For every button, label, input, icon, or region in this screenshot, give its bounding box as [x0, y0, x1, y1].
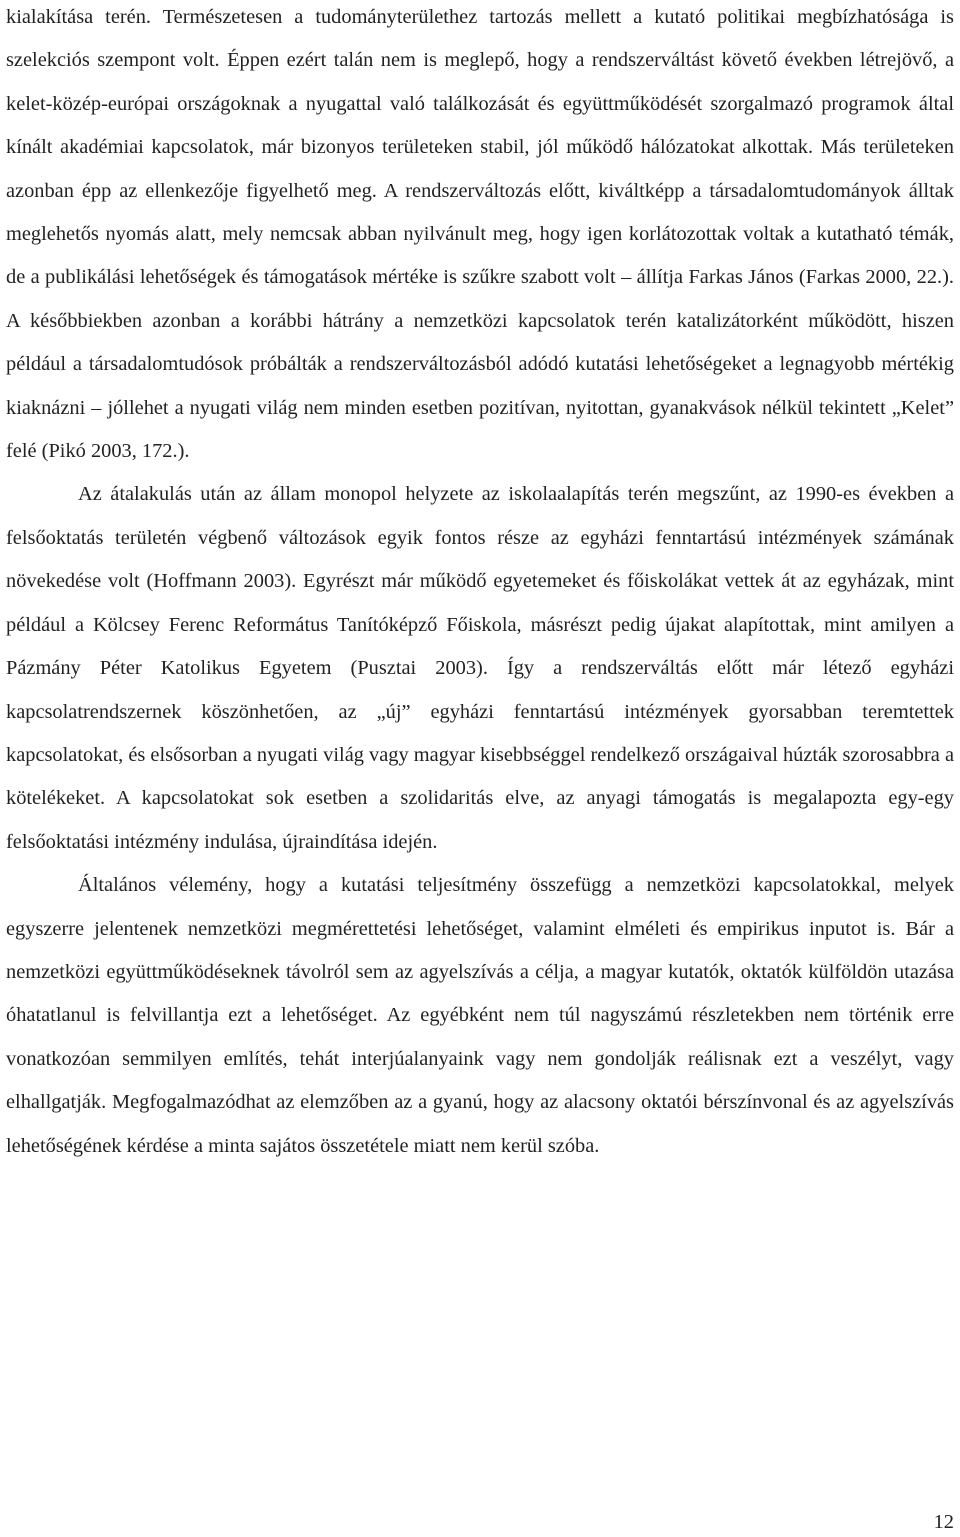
document-body — [6, 0, 954, 1168]
paragraph-3: Általános vélemény, hogy a kutatási teljesítmény összefügg a nemzetközi kapcsolatokkal, melyek egyszerre jelentenek nemzetközi megmérettetési lehetőséget, valamint elméleti és empirikus inputot is. Bár a nemzetközi együttműködéseknek távolról sem az agyelszívás a célja, a magyar kutatók, oktatók külföldön utazása óhatatlanul is felvillantja ezt a lehetőséget. Az egyébként nem túl nagyszámú részletekben nem történik erre vonatkozóan semmilyen említés, tehát interjúalanyaink vagy nem gondolják reálisnak ezt a veszélyt, vagy elhallgatják. Megfogalmazódhat az elemzőben az a gyanú, hogy az alacsony oktatói bérszínvonal és az agyelszívás lehetőségének kérdése a minta sajátos összetétele miatt nem kerül szóba. — [6, 874, 954, 1157]
paragraph-1: kialakítása terén. Természetesen a tudományterülethez tartozás mellett a kutató politikai megbízhatósága is szelekciós szempont volt. Éppen ezért talán nem is meglepő, hogy a rendszerváltást követő években létrejövő, a kelet-közép-európai országoknak a nyugattal való találkozását és együttműködését szorgalmazó programok által kínált akadémiai kapcsolatok, már bizonyos területeken stabil, jól működő hálózatokat alkottak. Más területeken azonban épp az ellenkezője figyelhető meg. A rendszerváltozás előtt, kiváltképp a társadalomtudományok álltak meglehetős nyomás alatt, mely nemcsak abban nyilvánult meg, hogy igen korlátozottak voltak a kutatható témák, de a publikálási lehetőségek és támogatások mértéke is szűkre szabott volt – állítja Farkas János (Farkas 2000, 22.). A későbbiekben azonban a korábbi hátrány a nemzetközi kapcsolatok terén katalizátorként működött, hiszen például a társadalomtudósok próbálták a rendszerváltozásból adódó kutatási lehetőségeket a legnagyobb mértékig kiaknázni – jóllehet a nyugati világ nem minden esetben pozitívan, nyitottan, gyanakvások nélkül tekintett „Kelet” felé (Pikó 2003, 172.). — [6, 6, 954, 463]
paragraph-2: Az átalakulás után az állam monopol helyzete az iskolaalapítás terén megszűnt, az 1990-es években a felsőoktatás területén végbenő változások egyik fontos része az egyházi fenntartású intézmények számának növekedése volt (Hoffmann 2003). Egyrészt már működő egyetemeket és főiskolákat vettek át az egyházak, mint például a Kölcsey Ferenc Református Tanítóképző Főiskola, másrészt pedig újakat alapítottak, mint amilyen a Pázmány Péter Katolikus Egyetem (Pusztai 2003). Így a rendszerváltás előtt már létező egyházi kapcsolatrendszernek köszönhetően, az „új” egyházi fenntartású intézmények gyorsabban teremtettek kapcsolatokat, és elsősorban a nyugati világ vagy magyar kisebbséggel rendelkező országaival húzták szorosabbra a kötelékeket. A kapcsolatokat sok esetben a szolidaritás elve, az anyagi támogatás is megalapozta egy-egy felsőoktatási intézmény indulása, újraindítása idején. — [6, 483, 954, 853]
page-number: 12 — [933, 1511, 954, 1533]
